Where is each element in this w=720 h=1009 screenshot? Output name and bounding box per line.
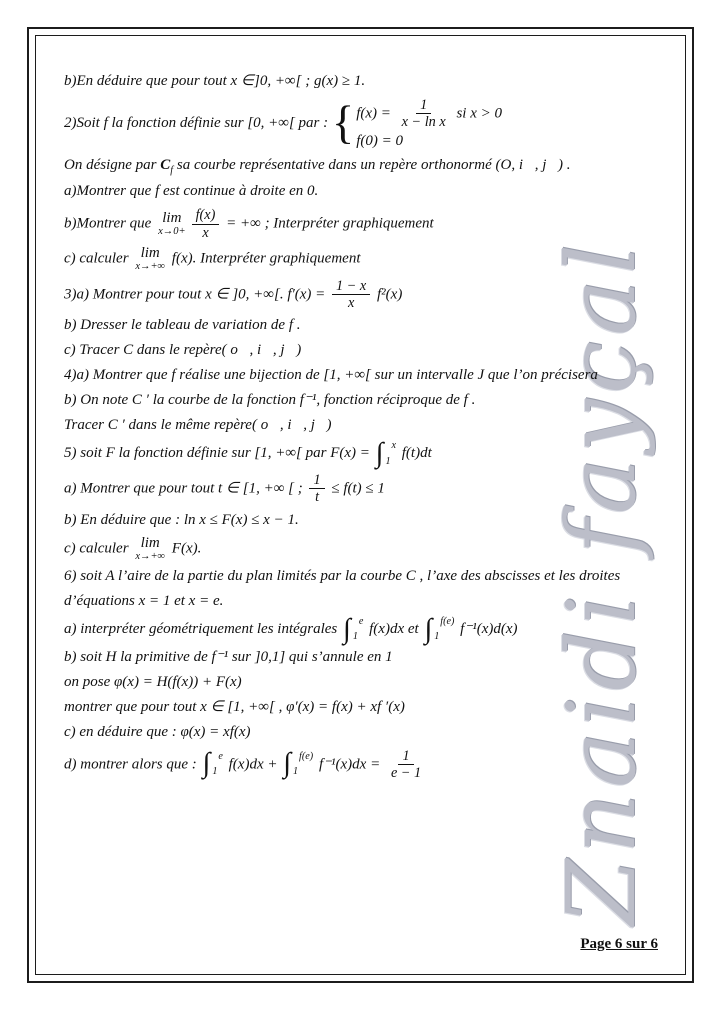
text-run: f(x) = (356, 105, 395, 122)
fraction-denominator: e − 1 (390, 764, 422, 781)
integral-upper-bound: x (391, 440, 397, 452)
fraction-numerator: 1 (416, 97, 431, 114)
doc-line-24 (64, 748, 674, 782)
integral-upper-bound: f(e) (440, 616, 455, 628)
page-footer: Page 6 sur 6 (580, 936, 658, 952)
text-run: Tracer C ′ dans le même repère( o⃗, i⃗, j⃗) (64, 417, 332, 434)
integral-sign-icon: ∫ (283, 748, 292, 780)
text-run: F(x). (168, 540, 202, 557)
cases-row (356, 97, 502, 131)
text-run: c) calculer (64, 540, 133, 557)
brace-icon: { (331, 97, 355, 149)
document-content (64, 72, 674, 786)
fraction-numerator: 1 (309, 472, 324, 489)
text-run: 2)Soit f la fonction définie sur [0, +∞[ par : (64, 115, 332, 132)
text-run: c) en déduire que : φ(x) = xf(x) (64, 723, 251, 740)
doc-line-22 (64, 698, 674, 718)
text-run: 5) soit F la fonction définie sur [1, +∞[ par F(x) = (64, 445, 374, 462)
doc-line-5 (64, 207, 674, 241)
integral-sign-icon: ∫ (202, 748, 211, 780)
integral (343, 613, 364, 645)
limit-operator (135, 246, 165, 273)
fraction-numerator: f(x) (192, 207, 220, 224)
integral (424, 613, 455, 645)
text-run: si x > 0 (452, 105, 502, 122)
integral-upper-bound: f(e) (299, 750, 314, 762)
doc-line-9 (64, 341, 674, 361)
integral-lower-bound: 1 (385, 455, 391, 467)
text-run: f(x). Interpréter graphiquement (168, 250, 361, 267)
integral (283, 748, 314, 780)
doc-line-16 (64, 536, 674, 563)
limit-word: lim (140, 534, 160, 551)
integral-sign-icon: ∫ (343, 613, 351, 645)
integral (375, 437, 397, 469)
text-run: b) On note C ′ la courbe de la fonction f⁻¹, fonction réciproque de f . (64, 392, 476, 409)
doc-line-3 (64, 156, 674, 178)
doc-line-8 (64, 316, 674, 336)
text-run: a) Montrer que pour tout t ∈ [1, +∞ [ ; (64, 480, 307, 497)
text-run: f(0) = 0 (356, 132, 403, 149)
integral (202, 748, 223, 780)
text-run: sa courbe représentative dans un repère orthonormé (O, i⃗, j⃗) . (173, 156, 571, 173)
limit-subscript: x→+∞ (135, 550, 166, 562)
text-run: c) calculer (64, 250, 133, 267)
integral-lower-bound: 1 (352, 631, 358, 643)
doc-line-13 (64, 437, 674, 469)
integral-sign-icon: ∫ (375, 437, 384, 469)
doc-line-7 (64, 278, 674, 312)
cases-rows (356, 97, 502, 151)
text-run: b) Dresser le tableau de variation de f . (64, 317, 301, 334)
fraction-numerator: 1 − x (332, 278, 370, 295)
limit-operator (135, 536, 165, 563)
text-run: on pose φ(x) = H(f(x)) + F(x) (64, 673, 242, 690)
doc-line-6 (64, 246, 674, 273)
fraction-denominator: x (347, 294, 355, 311)
limit-word: lim (140, 245, 160, 261)
integral-upper-bound: e (218, 750, 223, 762)
text-run: d’équations x = 1 et x = e. (64, 593, 224, 610)
text-run: a)Montrer que f est continue à droite en 0. (64, 183, 319, 200)
text-run: = +∞ ; Interpréter graphiquement (222, 215, 434, 232)
text-run: b) soit H la primitive de f⁻¹ sur ]0,1] qui s’annule en 1 (64, 648, 393, 665)
fraction-denominator: x (202, 224, 209, 241)
fraction (192, 207, 220, 241)
doc-line-21 (64, 673, 674, 693)
cases-row (356, 132, 502, 151)
fraction (398, 97, 450, 131)
text-run: f(x)dx et (365, 621, 423, 638)
text-run: montrer que pour tout x ∈ [1, +∞[ , φ′(x) = f(x) + xf ′(x) (64, 698, 405, 715)
bold-symbol: C (160, 156, 171, 173)
doc-line-23 (64, 723, 674, 743)
doc-line-14 (64, 472, 674, 506)
integral-lower-bound: 1 (212, 766, 218, 778)
doc-line-11 (64, 391, 674, 411)
integral-lower-bound: 1 (434, 631, 440, 643)
doc-line-1 (64, 72, 674, 92)
doc-line-12 (64, 416, 674, 436)
doc-line-4 (64, 182, 674, 202)
text-run: c) Tracer C dans le repère( o⃗, i⃗, j⃗) (64, 342, 302, 359)
limit-subscript: x→0+ (158, 225, 186, 237)
integral-bounds (434, 617, 454, 643)
doc-line-18 (64, 592, 674, 612)
cases-definition (332, 97, 502, 151)
limit-operator (158, 211, 186, 238)
text-run: b)En déduire que pour tout x ∈]0, +∞[ ; g(x) ≥ 1. (64, 73, 366, 89)
text-run: ≤ f(t) ≤ 1 (327, 480, 385, 497)
doc-line-15 (64, 511, 674, 531)
doc-line-20 (64, 648, 674, 668)
fraction-numerator: 1 (398, 748, 413, 765)
text-run: f²(x) (373, 285, 403, 302)
limit-subscript: x→+∞ (135, 261, 166, 272)
text-run: f⁻¹(x)d(x) (456, 621, 518, 638)
text-run: 6) soit A l’aire de la partie du plan limités par la courbe C , l’axe des abscisses et les droites (64, 568, 621, 585)
integral-bounds (353, 617, 364, 643)
integral-bounds (293, 752, 313, 778)
limit-word: lim (162, 209, 182, 226)
watermark: Znaidi fayçal (547, 238, 657, 926)
integral-sign-icon: ∫ (424, 613, 433, 645)
text-run: b) En déduire que : ln x ≤ F(x) ≤ x − 1. (64, 511, 299, 528)
integral-bounds (385, 441, 396, 467)
text-run: f⁻¹(x)dx = (315, 755, 384, 772)
integral-upper-bound: e (358, 616, 364, 628)
doc-line-17 (64, 567, 674, 587)
text-run: f(t)dt (398, 445, 432, 462)
doc-line-19 (64, 613, 674, 645)
subscript: f (170, 164, 174, 176)
text-run: b)Montrer que (64, 215, 156, 232)
text-run: 3)a) Montrer pour tout x ∈ ]0, +∞[. f′(x) = (64, 285, 330, 302)
fraction (332, 278, 370, 312)
text-run: a) interpréter géométriquement les intégrales (64, 621, 342, 638)
fraction (309, 472, 324, 506)
fraction-denominator: x − ln x (401, 114, 446, 131)
fraction-denominator: t (315, 489, 320, 506)
text-run: d) montrer alors que : (64, 755, 201, 772)
doc-line-10 (64, 366, 674, 386)
text-run: 4)a) Montrer que f réalise une bijection de [1, +∞[ sur un intervalle J que l’on précisera (64, 367, 598, 384)
text-run: On désigne par (64, 156, 161, 173)
doc-line-2 (64, 97, 674, 151)
integral-lower-bound: 1 (293, 766, 299, 778)
text-run: f(x)dx + (224, 755, 282, 772)
integral-bounds (212, 752, 223, 778)
fraction (387, 748, 425, 782)
